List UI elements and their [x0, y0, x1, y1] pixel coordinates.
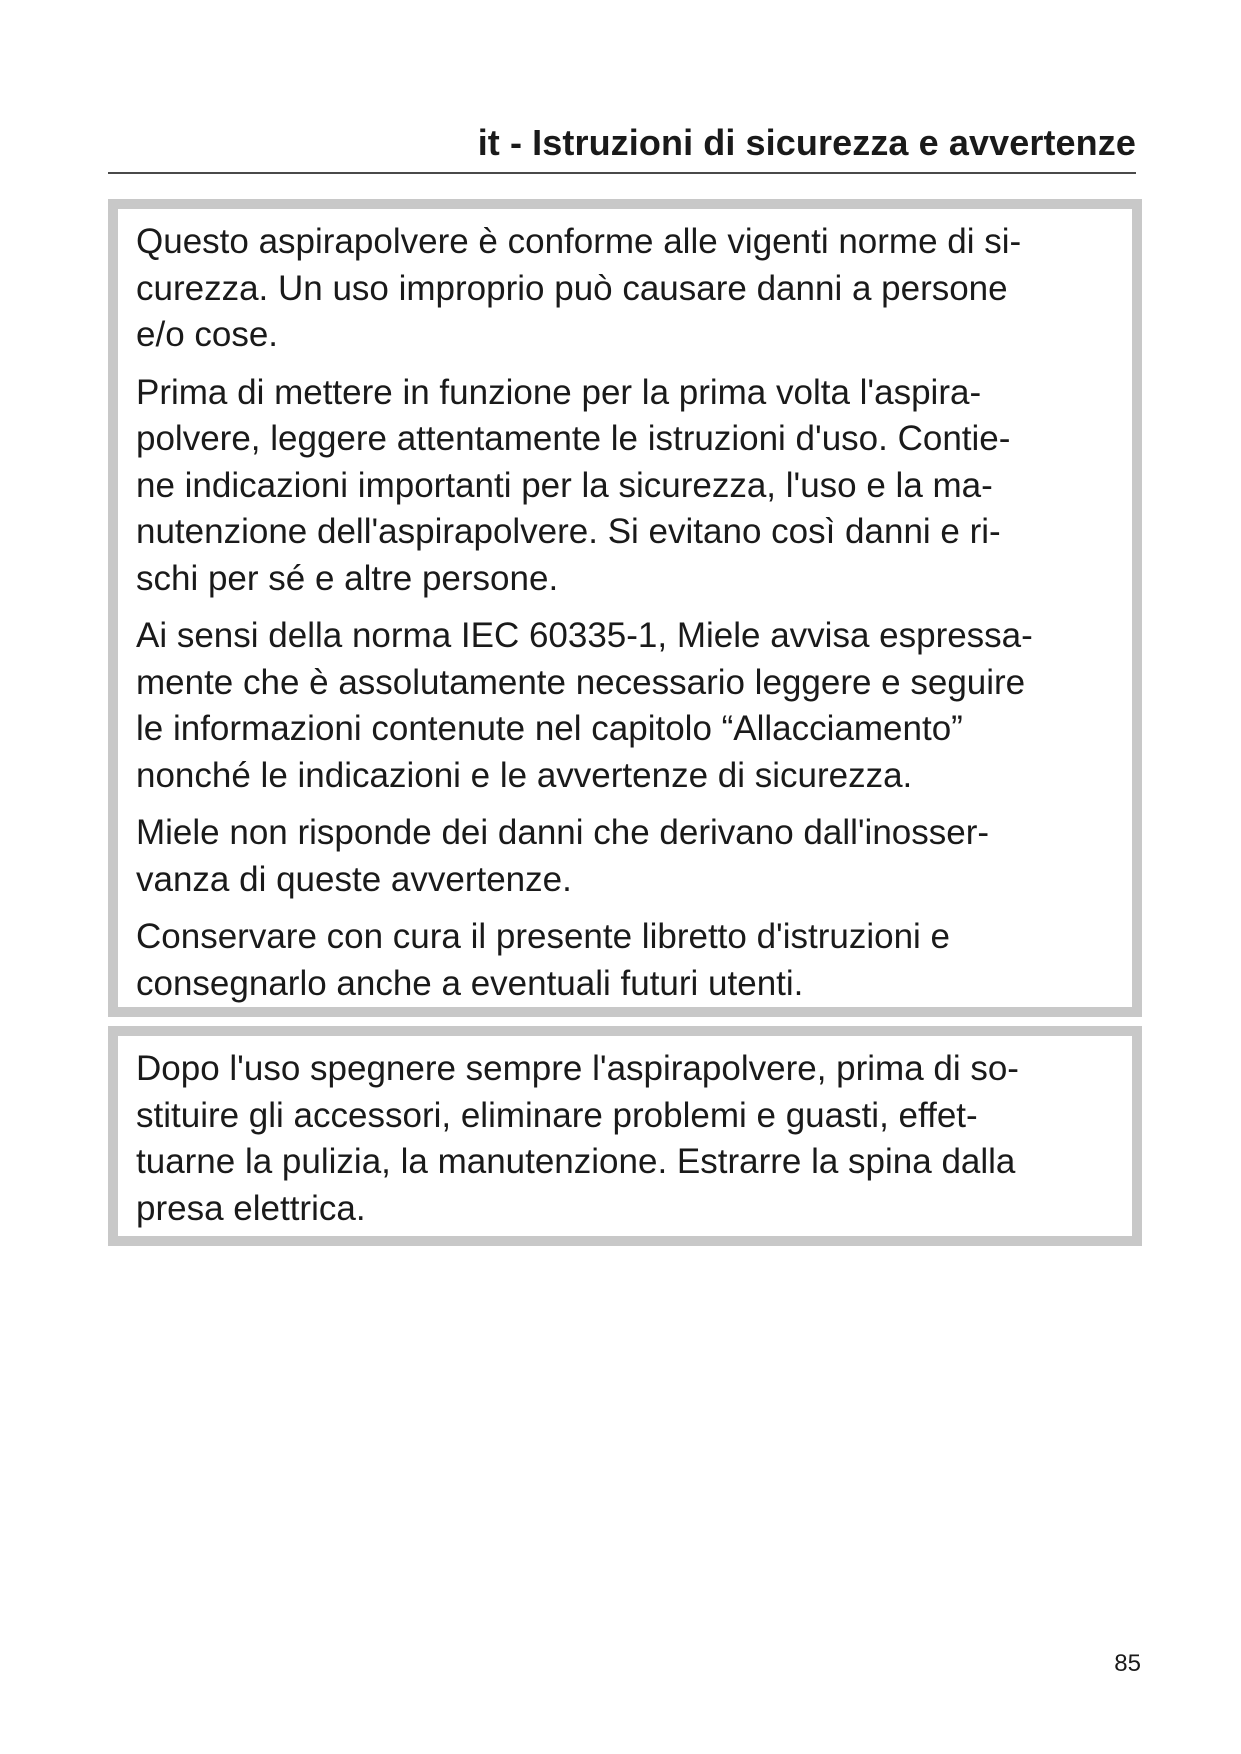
text-line: Prima di mettere in funzione per la prima volta l'aspira-: [136, 372, 982, 412]
text-line: Miele non risponde dei danni che derivano dall'inosser-: [136, 813, 990, 852]
text-line: polvere, leggere attentamente le istruzioni d'uso. Contie-: [136, 419, 1011, 458]
section-title: it - Istruzioni di sicurezza e avvertenze: [477, 122, 1136, 163]
page-header: [108, 118, 1136, 174]
text-line: Conservare con cura il presente libretto d'istruzioni e: [136, 917, 951, 956]
text-line: nonché le indicazioni e le avvertenze di sicurezza.: [136, 755, 913, 795]
text-line: nutenzione dell'aspirapolvere. Si evitano così danni e ri-: [136, 512, 1001, 551]
text-line: le informazioni contenute nel capitolo “Allacciamento”: [136, 709, 963, 748]
text-line: Questo aspirapolvere è conforme alle vigenti norme di si-: [136, 222, 1022, 261]
text-line: Dopo l'uso spegnere sempre l'aspirapolvere, prima di so-: [136, 1049, 1019, 1088]
text-line: presa elettrica.: [136, 1188, 366, 1228]
text-line: vanza di queste avvertenze.: [136, 859, 572, 899]
paragraph-compliance: [136, 219, 1124, 359]
text-line: stituire gli accessori, eliminare problemi e guasti, effet-: [136, 1095, 978, 1135]
text-line: schi per sé e altre persone.: [136, 558, 559, 598]
safety-notice-box: [108, 199, 1142, 1017]
switch-off-notice-box: [108, 1026, 1142, 1246]
paragraph-keep-booklet: [136, 914, 1124, 1007]
paragraph-iec-standard: [136, 613, 1124, 799]
text-line: curezza. Un uso improprio può causare danni a persone: [136, 268, 1008, 308]
paragraph-liability: [136, 810, 1124, 903]
text-line: tuarne la pulizia, la manutenzione. Estrarre la spina dalla: [136, 1142, 1016, 1181]
text-line: consegnarlo anche a eventuali futuri utenti.: [136, 963, 804, 1003]
page-number: 85: [1114, 1650, 1141, 1677]
paragraph-read-instructions: [136, 370, 1124, 603]
text-line: mente che è assolutamente necessario leggere e seguire: [136, 662, 1026, 702]
paragraph-switch-off: [136, 1046, 1124, 1232]
text-line: Ai sensi della norma IEC 60335-1, Miele avvisa espressa-: [136, 616, 1033, 655]
text-line: ne indicazioni importanti per la sicurezza, l'uso e la ma-: [136, 465, 993, 505]
text-line: e/o cose.: [136, 315, 279, 354]
